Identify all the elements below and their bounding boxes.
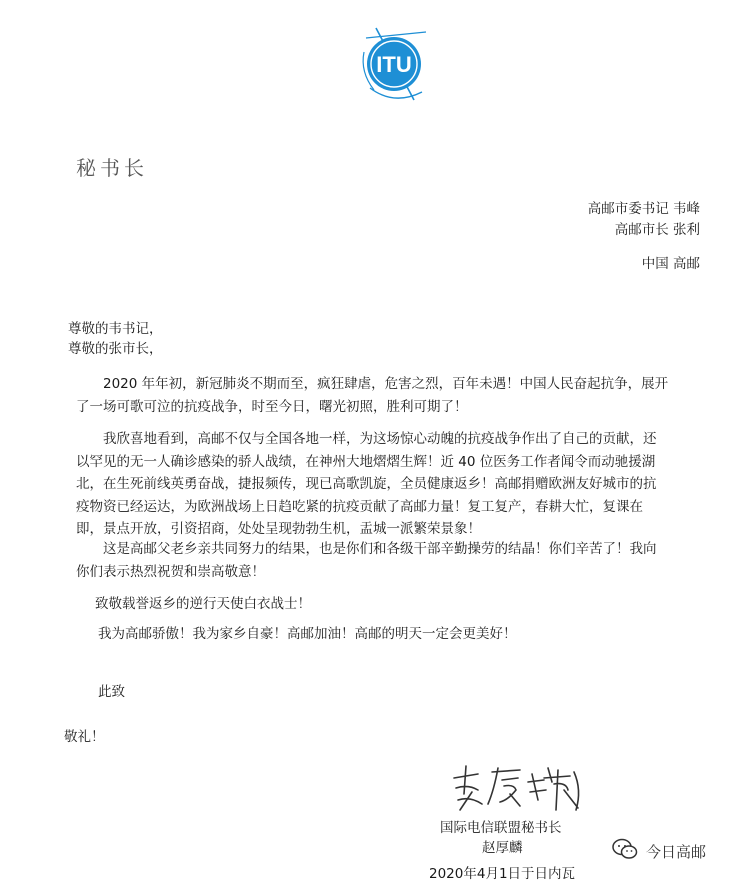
salutation-line-1: 尊敬的韦书记， [68, 321, 163, 337]
body-p2-line-1: 我欣喜地看到，高邮不仅与全国各地一样，为这场惊心动魄的抗疫战争作出了自己的贡献，还 [103, 431, 657, 447]
body-paragraph-3 [76, 538, 698, 583]
body-p3-line-2: 你们表示热烈祝贺和崇高敬意！ [76, 563, 265, 580]
recipient-location: 中国 高邮 [641, 256, 700, 272]
salutation-line-2: 尊敬的张市长， [68, 341, 163, 357]
recipient-line-2: 高邮市长 张利 [614, 222, 700, 238]
letter-date: 2020年4月1日于日内瓦 [429, 866, 576, 882]
body-p2-line-3: 北，在生死前线英勇奋战，捷报频传，现已高歌凯旋，全员健康返乡！高邮捐赠欧洲友好城市的抗 [76, 476, 657, 492]
watermark [612, 838, 706, 864]
body-paragraph-2 [76, 428, 698, 541]
watermark-text: 今日高邮 [646, 842, 707, 861]
closing-line-1: 此致 [98, 684, 125, 700]
wechat-icon [612, 838, 638, 864]
body-p2-line-2: 以罕见的无一人确诊感染的骄人战绩，在神州大地熠熠生辉！近 40 位医务工作者闻令而动驰援湖 [76, 453, 656, 470]
handwritten-signature [448, 760, 588, 814]
body-p2-line-4: 疫物资已经运达，为欧洲战场上日趋吃紧的抗疫贡献了高邮力量！复工复产，春耕大忙，复课在 [76, 498, 643, 515]
body-paragraph-5: 我为高邮骄傲！我为家乡自豪！高邮加油！高邮的明天一定会更美好！ [98, 626, 517, 642]
logo-text: ITU [376, 52, 412, 77]
body-paragraph-4: 致敬载誉返乡的逆行天使白衣战士！ [95, 596, 311, 612]
body-paragraph-1 [76, 373, 698, 418]
itu-logo [356, 22, 432, 106]
office-title: 秘书长 [76, 156, 148, 180]
signatory-name: 赵厚麟 [482, 840, 523, 856]
body-p3-line-1: 这是高邮父老乡亲共同努力的结果，也是你们和各级干部辛勤操劳的结晶！你们辛苦了！我向 [103, 541, 657, 557]
body-p1-line-2: 了一场可歌可泣的抗疫战争，时至今日，曙光初照，胜利可期了！ [76, 398, 468, 415]
closing-line-2: 敬礼！ [64, 729, 105, 745]
signatory-title: 国际电信联盟秘书长 [440, 820, 562, 836]
recipient-line-1: 高邮市委书记 韦峰 [587, 201, 700, 217]
body-p1-line-1: 2020 年年初，新冠肺炎不期而至，疯狂肆虐，危害之烈，百年未遇！中国人民奋起抗争，展开 [103, 376, 669, 392]
body-p2-line-5: 即，景点开放，引资招商，处处呈现勃勃生机，盂城一派繁荣景象！ [76, 521, 481, 537]
